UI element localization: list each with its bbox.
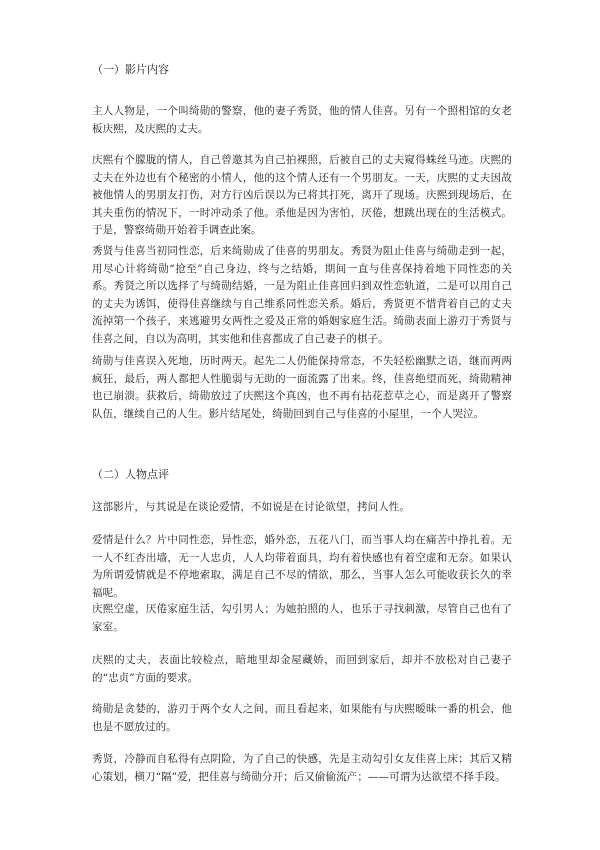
section-2-paragraph: 庆熙空虚，厌倦家庭生活，勾引男人；为她拍照的人，也乐于寻找刺激，尽管自己也有了家室。 [92,603,512,633]
section-2-paragraph: 爱情是什么？片中同性恋，异性恋，婚外恋，五花八门，而当事人均在痛苦中挣扎着。无一人不红杏出墙，无一人忠贞，人人均带着面具，均有着快感也有着空虚和无奈。如果认为所谓爱情就是不停地索取，满足自己不尽的情欲，那么，当事人怎么可能收获长久的幸福呢。 [92,534,512,599]
section-1-paragraph-3-block [92,243,512,348]
section-1-paragraph: 绮勋与佳喜误入死地，历时两天。起先二人仍能保持常态，不失轻松幽默之语，继而两两疯狂，最后，两人都把人性脆弱与无助的一面流露了出来。终，佳喜绝望而死，绮勋精神也已崩溃。获救后，绮勋放过了庆熙这个真凶，也不再有拈花惹草之心，而是离开了警察队伍，继续自己的人生。影片结尾处，绮勋回到自己与佳喜的小屋里，一个人哭泣。 [92,355,512,420]
section-2-paragraph: 庆熙的丈夫，表面比较检点，暗地里却金屋藏娇，而回到家后，却并不放松对自己妻子的“忠贞”方面的要求。 [92,654,512,684]
section-1-heading: （一）影片内容 [92,63,169,76]
section-2-paragraph-2-block [92,532,512,602]
section-2-paragraph-4-block [92,652,512,687]
section-1-heading-block [92,62,512,78]
section-2-paragraph-3-block [92,601,512,636]
section-2-paragraph: 这部影片，与其说是在谈论爱情，不如说是在讨论欲望，拷问人性。 [92,501,410,513]
section-2-heading: （二）人物点评 [92,468,169,481]
section-1-paragraph-1-block [92,103,512,138]
section-2-paragraph: 绮勋是贪婪的，游刃于两个女人之间，而且看起来，如果能有与庆熙暧昧一番的机会，他也是不愿放过的。 [92,703,512,733]
section-1-paragraph-4-block [92,353,512,423]
section-2-paragraph: 秀贤，冷静而自私得有点阴险，为了自己的快感，先是主动勾引女友佳喜上床；其后又精心策划，横刀“隔”爱，把佳喜与绮勋分开；后又偷偷流产；——可谓为达欲望不择手段。 [92,753,512,783]
section-1-paragraph: 秀贤与佳喜当初同性恋，后来绮勋成了佳喜的男朋友。秀贤为阻止佳喜与绮勋走到一起，用尽心计将绮勋“抢至”自己身边，终与之结婚，期间一直与佳喜保持着地下同性恋的关系。秀贤之所以选择了与绮勋结婚，一是为阻止佳喜回归到双性恋轨道，二是可以用自己的丈夫为诱饵，使得佳喜继续与自己维系同性恋关系。婚后，秀贤更不惜背着自己的丈夫流掉第一个孩子，来逃避男女两性之爱及正常的婚姻家庭生活。绮勋表面上游刃于秀贤与佳喜之间，自以为高明，其实他和佳喜都成了自己妻子的棋子。 [92,245,512,345]
section-2-paragraph-1-block [92,499,512,517]
section-2-paragraph-5-block [92,701,512,736]
section-1-paragraph-2-block [92,152,512,240]
section-2-heading-block [92,467,512,483]
section-1-paragraph: 主人人物是，一个叫绮勋的警察，他的妻子秀贤，他的情人佳喜。另有一个照相馆的女老板庆熙，及庆熙的丈夫。 [92,105,512,135]
section-2-paragraph-6-block [92,751,512,786]
section-1-paragraph: 庆熙有个朦胧的情人，自己曾邀其为自己拍裸照，后被自己的丈夫窥得蛛丝马迹。庆熙的丈夫在外边也有个秘密的小情人，他的这个情人还有一个男朋友。一天，庆熙的丈夫因故被他情人的男朋友打伤，对方行凶后误以为已将其打死，离开了现场。庆熙到现场后，在其夫重伤的情况下，一时冲动杀了他。杀他是因为害怕，厌倦，想跳出现在的生活模式。于是，警察绮勋开始着手调查此案。 [92,154,512,236]
